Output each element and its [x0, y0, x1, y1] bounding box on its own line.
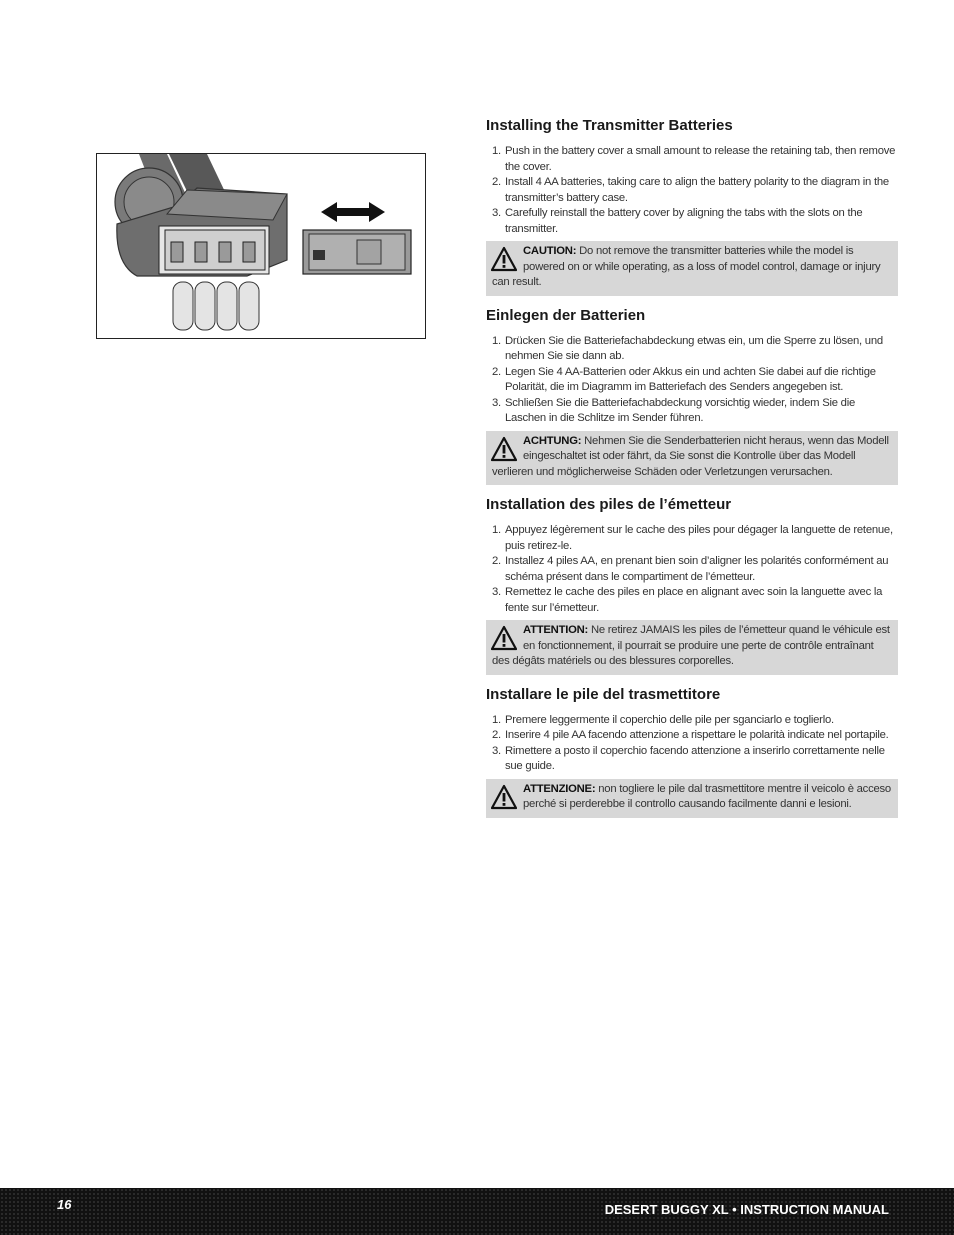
caution-box: [486, 620, 898, 675]
step-number: 2.: [492, 729, 501, 741]
steps-list: [486, 334, 898, 427]
list-item: [492, 334, 898, 365]
list-item: [492, 175, 898, 206]
step-number: 3.: [492, 396, 501, 409]
warning-triangle-icon: [491, 246, 517, 273]
steps-list: [486, 523, 898, 616]
step-text: Legen Sie 4 AA-Batterien oder Akkus ein und achten Sie dabei auf die richtige Polarität, die im Diagramm im Batteriefach des Senders angegeben ist.: [505, 365, 876, 393]
step-text: Appuyez légèrement sur le cache des piles pour dégager la languette de retenue, puis retirez-le.: [505, 524, 893, 552]
step-text: Remettez le cache des piles en place en alignant avec soin la languette avec la fente sur l’émetteur.: [505, 586, 883, 614]
warning-label: ACHTUNG:: [523, 434, 582, 447]
caution-box: [486, 241, 898, 296]
section-title: Installation des piles de l’émetteur: [486, 496, 732, 513]
section-title: Installare le pile del trasmettitore: [486, 685, 721, 703]
list-item: [492, 713, 898, 729]
step-number: 2.: [492, 555, 501, 567]
list-item: [492, 728, 898, 744]
manual-title: DESERT BUGGY XL • INSTRUCTION MANUAL: [604, 1202, 889, 1217]
step-number: 3.: [492, 207, 501, 219]
list-item: [492, 206, 898, 237]
step-text: Push in the battery cover a small amount to release the retaining tab, then remove the cover.: [505, 145, 896, 173]
warning-triangle-icon: [491, 625, 517, 652]
step-text: Carefully reinstall the battery cover by aligning the tabs with the slots on the transmitter.: [505, 207, 863, 235]
step-text: Premere leggermente il coperchio delle pile per sganciarlo e toglierlo.: [505, 713, 834, 726]
list-item: [492, 744, 898, 775]
battery-installation-illustration: [96, 153, 426, 339]
section-german: [486, 306, 898, 486]
step-number: 1.: [492, 145, 501, 157]
warning-text: Ne retirez JAMAIS les piles de l’émetteur quand le véhicule est en fonctionnement, il pourrait se produire une perte de contrôle entraînant des dégâts matériels ou des blessures corporelles.: [492, 624, 890, 667]
caution-box: [486, 779, 898, 818]
step-number: 1.: [492, 713, 501, 726]
section-title: Einlegen der Batterien: [486, 306, 646, 324]
page-footer: [0, 1188, 954, 1235]
warning-label: ATTENTION:: [523, 624, 589, 636]
list-item: [492, 523, 898, 554]
step-text: Inserire 4 pile AA facendo attenzione a rispettare le polarità indicate nel portapile.: [505, 729, 889, 741]
step-number: 3.: [492, 744, 501, 757]
section-french: [486, 495, 898, 675]
steps-list: [486, 713, 898, 775]
step-text: Installez 4 piles AA, en prenant bien soin d’aligner les polarités conformément au schéma présent dans le compartiment de l’émetteur.: [505, 555, 889, 583]
step-text: Schließen Sie die Batteriefachabdeckung vorsichtig wieder, indem Sie die Laschen in die Schlitze im Sender führen.: [505, 396, 855, 424]
step-number: 3.: [492, 586, 501, 598]
section-title: Installing the Transmitter Batteries: [486, 117, 733, 134]
warning-label: ATTENZIONE:: [523, 782, 596, 795]
steps-list: [486, 144, 898, 237]
warning-triangle-icon: [491, 784, 517, 811]
warning-text: non togliere le pile dal trasmettitore mentre il veicolo è acceso perché si perderebbe il controllo causando facilmente danni e lesioni.: [523, 782, 891, 810]
step-text: Install 4 AA batteries, taking care to align the battery polarity to the diagram in the transmitter’s battery case.: [505, 176, 889, 204]
warning-text: Nehmen Sie die Senderbatterien nicht heraus, wenn das Modell eingeschaltet ist oder fährt, da Sie sonst die Kontrolle über das Modell verlieren und möglicherweise Schäden oder Verletzungen verursachen.: [492, 434, 889, 478]
list-item: [492, 396, 898, 427]
step-number: 1.: [492, 524, 501, 536]
warning-triangle-icon: [491, 436, 517, 463]
warning-text: Do not remove the transmitter batteries while the model is powered on or while operating, as a loss of model control, damage or injury can result.: [492, 245, 881, 288]
instructions-column: [486, 116, 898, 818]
list-item: [492, 585, 898, 616]
section-italian: [486, 685, 898, 818]
step-number: 1.: [492, 334, 501, 347]
step-number: 2.: [492, 176, 501, 188]
step-number: 2.: [492, 365, 501, 378]
list-item: [492, 144, 898, 175]
warning-label: CAUTION:: [523, 245, 577, 257]
step-text: Rimettere a posto il coperchio facendo attenzione a inserirlo correttamente nelle sue guide.: [505, 744, 885, 772]
list-item: [492, 554, 898, 585]
step-text: Drücken Sie die Batteriefachabdeckung etwas ein, um die Sperre zu lösen, und nehmen Sie sie dann ab.: [505, 334, 883, 362]
list-item: [492, 365, 898, 396]
page-number: 16: [57, 1197, 72, 1212]
section-english: [486, 116, 898, 296]
caution-box: [486, 431, 898, 486]
